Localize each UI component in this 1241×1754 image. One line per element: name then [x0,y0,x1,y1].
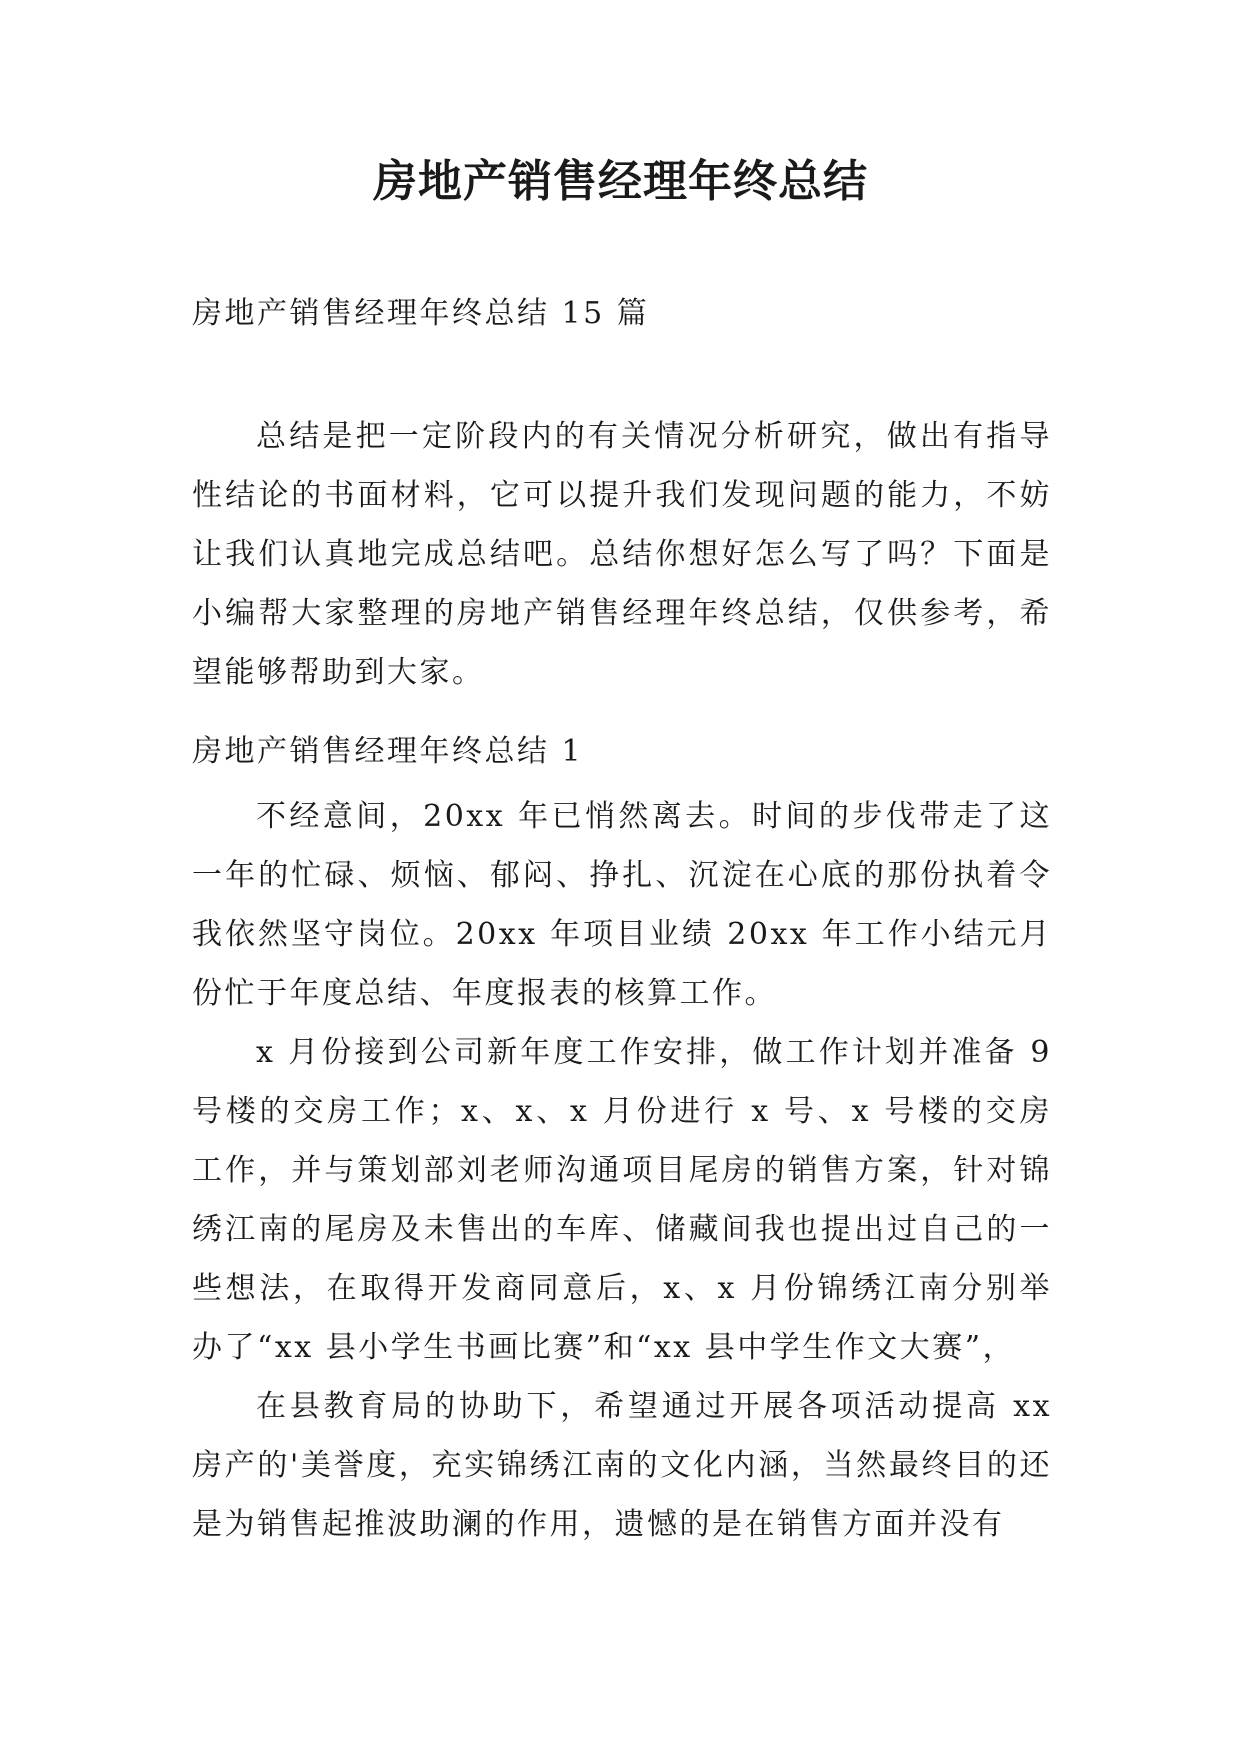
document-title: 房地产销售经理年终总结 [373,156,868,207]
document-subtitle: 房地产销售经理年终总结 15 篇 [192,296,650,331]
body-paragraph: 不经意间，20xx 年已悄然离去。时间的步伐带走了这一年的忙碌、烦恼、郁闷、挣扎、沉淀在心底的那份执着令我依然坚守岗位。20xx 年项目业绩 20xx 年工作小结元月份忙于年度总结、年度报表的核算工作。 [192,799,1052,1011]
section-heading: 房地产销售经理年终总结 1 [192,734,584,769]
body-paragraph: 在县教育局的协助下，希望通过开展各项活动提高 xx 房产的'美誉度，充实锦绣江南的文化内涵，当然最终目的还是为销售起推波助澜的作用，遗憾的是在销售方面并没有 [192,1389,1052,1542]
body-paragraph: x 月份接到公司新年度工作安排，做工作计划并准备 9 号楼的交房工作；x、x、x 月份进行 x 号、x 号楼的交房工作，并与策划部刘老师沟通项目尾房的销售方案，针对锦绣江南的尾房及未售出的车库、储藏间我也提出过自己的一些想法，在取得开发商同意后，x、x 月份锦绣江南分别举办了“xx 县小学生书画比赛”和“xx 县中学生作文大赛”， [192,1035,1052,1365]
intro-paragraph: 总结是把一定阶段内的有关情况分析研究，做出有指导性结论的书面材料，它可以提升我们发现问题的能力，不妨让我们认真地完成总结吧。总结你想好怎么写了吗？下面是小编帮大家整理的房地产销售经理年终总结，仅供参考，希望能够帮助到大家。 [192,419,1052,690]
section-body [192,787,1052,1554]
